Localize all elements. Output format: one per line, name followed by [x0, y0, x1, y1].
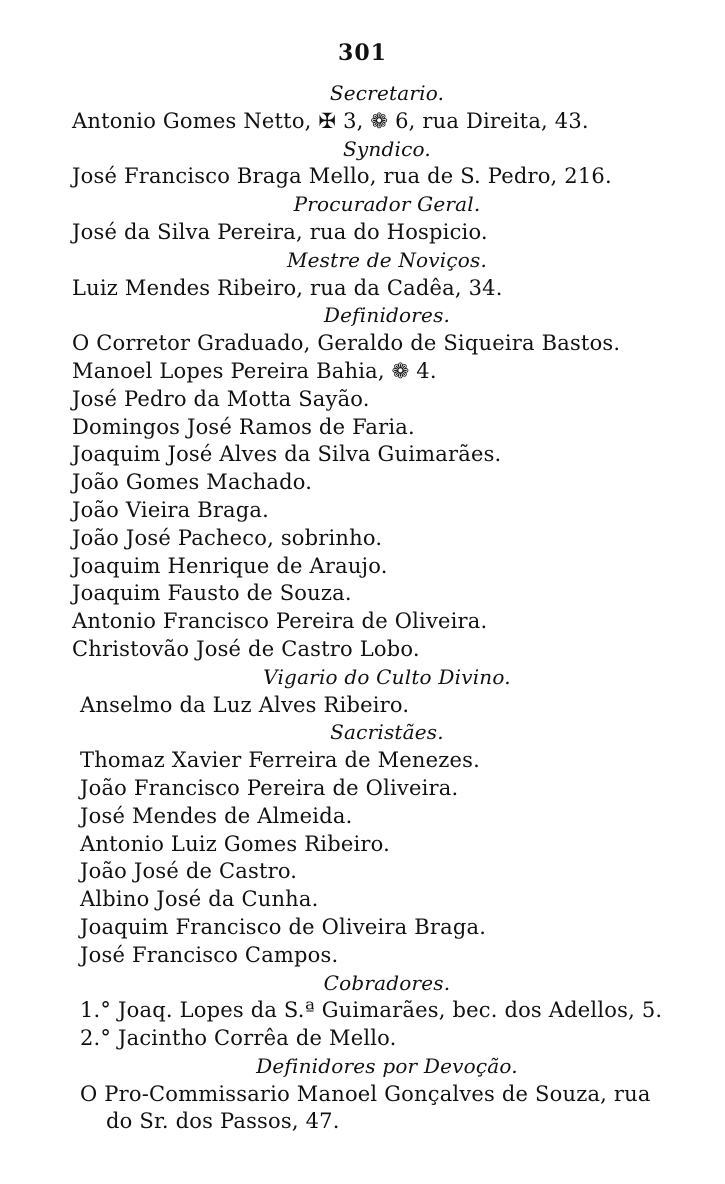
list-item: Christovão José de Castro Lobo. — [72, 636, 420, 661]
list-item: João Gomes Machado. — [72, 470, 313, 495]
list-item: Thomaz Xavier Ferreira de Menezes. — [80, 748, 481, 773]
heading-cobradores: Cobradores. — [323, 970, 451, 995]
heading-secretario: Secretario. — [329, 81, 445, 105]
list-item: O Corretor Graduado, Geraldo de Siqueira Bastos. — [72, 331, 621, 356]
entry-vigario: Anselmo da Luz Alves Ribeiro. — [80, 692, 410, 717]
list-item: Joaquim Henrique de Araujo. — [72, 553, 388, 578]
heading-mestre: Mestre de Noviços. — [286, 247, 488, 272]
list-item: João Vieira Braga. — [72, 497, 270, 522]
heading-syndico: Syndico. — [343, 136, 431, 161]
entry-procurador: José da Silva Pereira, rua do Hospicio. — [72, 219, 488, 244]
list-item: João Francisco Pereira de Oliveira. — [80, 775, 459, 800]
list-item: 2.° Jacintho Corrêa de Mello. — [80, 1026, 397, 1051]
list-item: José Francisco Campos. — [80, 942, 339, 967]
entry-secretario: Antonio Gomes Netto, ✠ 3, ❁ 6, rua Direita, 43. — [72, 108, 589, 133]
list-item: Joaquim Francisco de Oliveira Braga. — [80, 914, 487, 939]
heading-definidores: Definidores. — [323, 303, 451, 328]
heading-definidores-devocao: Definidores por Devoção. — [256, 1053, 518, 1078]
list-item: Joaquim Fausto de Souza. — [72, 581, 352, 606]
list-item: Domingos José Ramos de Faria. — [72, 414, 415, 439]
entry-devocao-line-1: O Pro-Commissario Manoel Gonçalves de Souza, rua — [80, 1081, 651, 1106]
list-item: 1.° Joaq. Lopes da S.ª Guimarães, bec. dos Adellos, 5. — [80, 998, 663, 1023]
list-item: João José de Castro. — [80, 859, 298, 884]
page-number: 301 — [338, 40, 387, 66]
page-content — [72, 80, 672, 1136]
list-item: José Mendes de Almeida. — [80, 803, 353, 828]
entry-mestre: Luiz Mendes Ribeiro, rua da Cadêa, 34. — [72, 275, 503, 300]
entry-devocao-line-2: do Sr. dos Passos, 47. — [106, 1109, 340, 1134]
list-item: Joaquim José Alves da Silva Guimarães. — [72, 442, 502, 467]
heading-procurador: Procurador Geral. — [293, 192, 481, 217]
entry-syndico: José Francisco Braga Mello, rua de S. Pedro, 216. — [72, 164, 612, 189]
list-item: Albino José da Cunha. — [80, 887, 319, 912]
heading-sacristaes: Sacristães. — [330, 720, 444, 745]
list-item: Antonio Luiz Gomes Ribeiro. — [80, 831, 390, 856]
list-item: Manoel Lopes Pereira Bahia, ❁ 4. — [72, 358, 437, 383]
list-item: Antonio Francisco Pereira de Oliveira. — [72, 609, 488, 634]
list-item: José Pedro da Motta Sayão. — [72, 386, 370, 411]
list-item: João José Pacheco, sobrinho. — [72, 525, 383, 550]
heading-vigario: Vigario do Culto Divino. — [263, 664, 511, 689]
